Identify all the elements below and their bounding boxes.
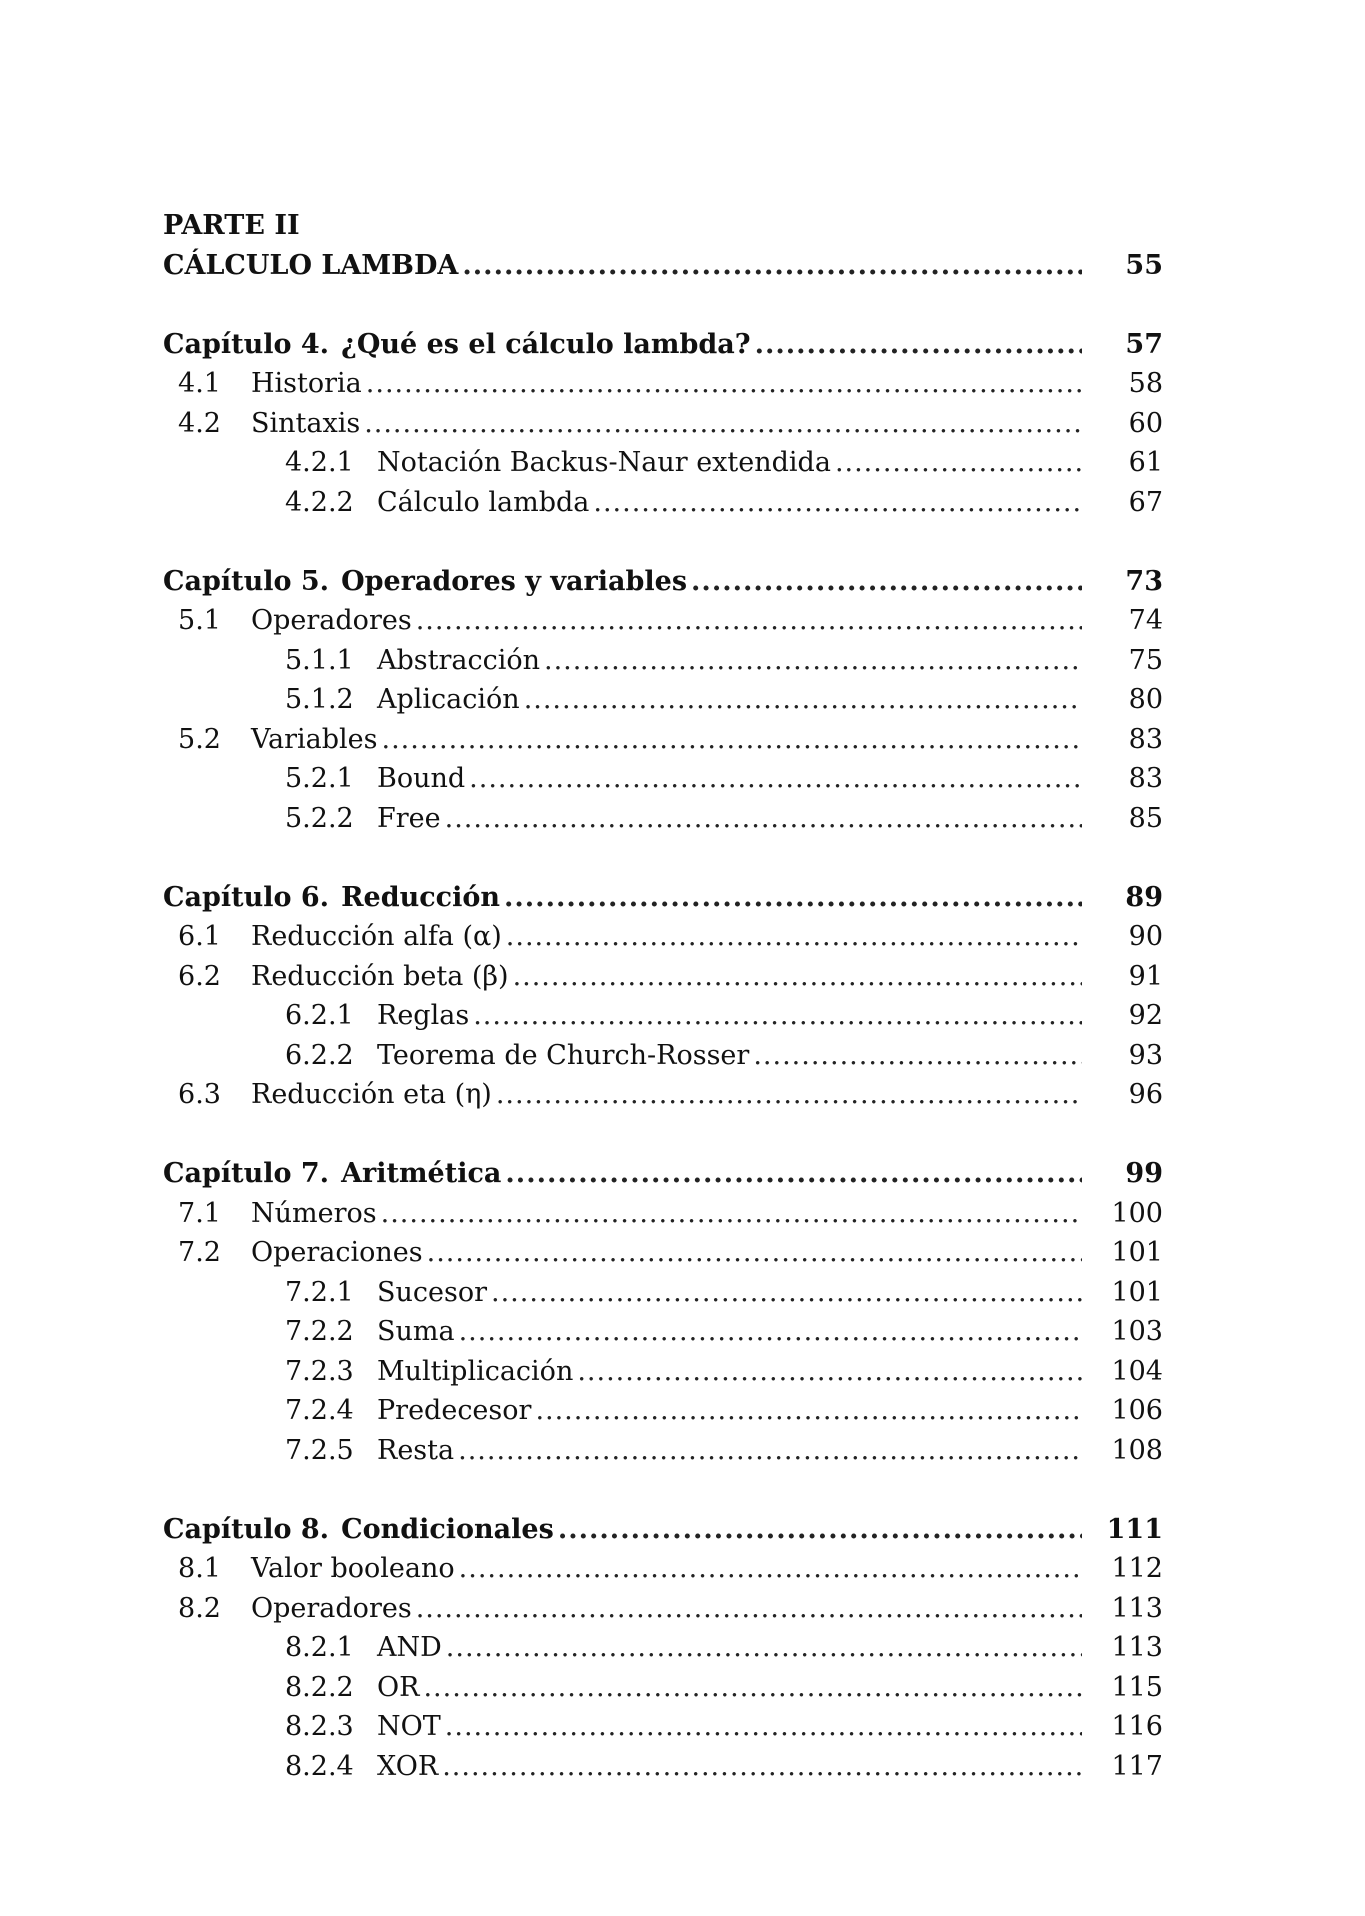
chapter-spacer bbox=[163, 522, 1163, 562]
dot-leader bbox=[558, 1510, 1082, 1550]
page-number: 91 bbox=[1128, 960, 1163, 992]
page-number: 111 bbox=[1106, 1513, 1163, 1545]
dot-leader bbox=[459, 1549, 1082, 1589]
chapter-entry[interactable] bbox=[163, 562, 1163, 602]
dot-leader bbox=[504, 878, 1082, 918]
subsection-entry[interactable] bbox=[163, 1036, 1163, 1076]
section-number: 5.2.1 bbox=[285, 763, 354, 794]
subsection-entry[interactable] bbox=[163, 1312, 1163, 1352]
dot-leader bbox=[513, 957, 1082, 997]
subsection-entry[interactable] bbox=[163, 1352, 1163, 1392]
section-number: 5.2.2 bbox=[285, 802, 354, 834]
page-number: 55 bbox=[1125, 249, 1163, 281]
chapter-number: Capítulo 7. bbox=[163, 1158, 330, 1189]
page-number: 101 bbox=[1111, 1276, 1163, 1308]
page-number: 58 bbox=[1128, 368, 1163, 399]
dot-leader bbox=[445, 1707, 1082, 1747]
chapter-title: Reducción bbox=[341, 881, 500, 913]
section-number: 8.2.2 bbox=[285, 1671, 354, 1703]
page-number: 104 bbox=[1111, 1355, 1163, 1387]
chapter-number: Capítulo 8. bbox=[163, 1513, 330, 1545]
dot-leader bbox=[445, 799, 1082, 839]
section-number: 8.2.1 bbox=[285, 1632, 354, 1663]
subsection-entry[interactable] bbox=[163, 1668, 1163, 1708]
page-number: 100 bbox=[1111, 1197, 1163, 1229]
section-title: Notación Backus-Naur extendida bbox=[377, 447, 831, 478]
section-title: Teorema de Church-Rosser bbox=[377, 1039, 750, 1071]
section-number: 7.1 bbox=[178, 1197, 221, 1229]
chapter-number: Capítulo 4. bbox=[163, 328, 330, 360]
section-title: Valor booleano bbox=[251, 1553, 455, 1584]
dot-leader bbox=[469, 759, 1082, 799]
section-number: 7.2.1 bbox=[285, 1276, 354, 1308]
section-entry[interactable] bbox=[163, 1549, 1163, 1589]
dot-leader bbox=[593, 483, 1082, 523]
section-title: Bound bbox=[377, 763, 466, 794]
section-title: Reducción beta (β) bbox=[251, 960, 509, 992]
section-title: Multiplicación bbox=[377, 1355, 574, 1387]
section-number: 4.2.2 bbox=[285, 486, 354, 518]
section-number: 7.2.4 bbox=[285, 1395, 354, 1426]
section-number: 4.1 bbox=[178, 368, 221, 399]
page-number: 116 bbox=[1111, 1711, 1163, 1742]
section-number: 6.2.2 bbox=[285, 1039, 354, 1071]
section-title: Reglas bbox=[377, 1000, 470, 1031]
subsection-entry[interactable] bbox=[163, 1431, 1163, 1471]
section-number: 7.2.3 bbox=[285, 1355, 354, 1387]
dot-leader bbox=[535, 1391, 1082, 1431]
section-entry[interactable] bbox=[163, 1233, 1163, 1273]
chapter-spacer bbox=[163, 285, 1163, 325]
dot-leader bbox=[505, 1154, 1082, 1194]
subsection-entry[interactable] bbox=[163, 483, 1163, 523]
dot-leader bbox=[691, 562, 1082, 602]
section-number: 4.2.1 bbox=[285, 447, 354, 478]
section-number: 5.2 bbox=[178, 723, 221, 755]
chapter-entry[interactable] bbox=[163, 1154, 1163, 1194]
section-number: 8.1 bbox=[178, 1553, 221, 1584]
page-number: 61 bbox=[1128, 447, 1163, 478]
section-number: 8.2.3 bbox=[285, 1711, 354, 1742]
section-title: AND bbox=[377, 1632, 442, 1663]
dot-leader bbox=[473, 996, 1082, 1036]
section-number: 5.1 bbox=[178, 605, 221, 636]
dot-leader bbox=[423, 1668, 1082, 1708]
section-entry[interactable] bbox=[163, 1194, 1163, 1234]
section-number: 6.3 bbox=[178, 1079, 221, 1110]
section-title: Aplicación bbox=[377, 684, 520, 715]
page-number: 67 bbox=[1128, 486, 1163, 518]
page-number: 83 bbox=[1128, 723, 1163, 755]
section-entry[interactable] bbox=[163, 404, 1163, 444]
section-entry[interactable] bbox=[163, 364, 1163, 404]
dot-leader bbox=[462, 246, 1082, 286]
chapter-entry[interactable] bbox=[163, 878, 1163, 918]
dot-leader bbox=[755, 325, 1082, 365]
part-title: CÁLCULO LAMBDA bbox=[163, 246, 462, 286]
dot-leader bbox=[416, 1589, 1082, 1629]
table-of-contents bbox=[163, 206, 1163, 1786]
dot-leader bbox=[753, 1036, 1082, 1076]
page-number: 83 bbox=[1128, 763, 1163, 794]
chapter-spacer bbox=[163, 1115, 1163, 1155]
page-number: 108 bbox=[1111, 1434, 1163, 1466]
section-title: Variables bbox=[251, 723, 378, 755]
dot-leader bbox=[442, 1747, 1082, 1787]
dot-leader bbox=[496, 1075, 1082, 1115]
subsection-entry[interactable] bbox=[163, 1707, 1163, 1747]
chapter-title: Aritmética bbox=[341, 1158, 502, 1189]
section-title: Operaciones bbox=[251, 1237, 423, 1268]
page-number: 57 bbox=[1125, 328, 1163, 360]
section-number: 6.1 bbox=[178, 921, 221, 952]
page-number: 74 bbox=[1128, 605, 1163, 636]
dot-leader bbox=[416, 601, 1082, 641]
dot-leader bbox=[577, 1352, 1082, 1392]
dot-leader bbox=[459, 1312, 1082, 1352]
section-number: 8.2 bbox=[178, 1592, 221, 1624]
section-number: 4.2 bbox=[178, 407, 221, 439]
dot-leader bbox=[506, 917, 1082, 957]
chapter-spacer bbox=[163, 838, 1163, 878]
page-number: 92 bbox=[1128, 1000, 1163, 1031]
dot-leader bbox=[366, 364, 1082, 404]
part-title-entry[interactable] bbox=[163, 246, 1163, 286]
section-title: OR bbox=[377, 1671, 420, 1703]
dot-leader bbox=[381, 1194, 1082, 1234]
dot-leader bbox=[835, 443, 1082, 483]
section-entry[interactable] bbox=[163, 957, 1163, 997]
chapter-number: Capítulo 5. bbox=[163, 565, 330, 597]
subsection-entry[interactable] bbox=[163, 641, 1163, 681]
subsection-entry[interactable] bbox=[163, 996, 1163, 1036]
page-number: 96 bbox=[1128, 1079, 1163, 1110]
section-title: Reducción alfa (α) bbox=[251, 921, 502, 952]
subsection-entry[interactable] bbox=[163, 1273, 1163, 1313]
chapter-title: Operadores y variables bbox=[341, 565, 688, 597]
section-entry[interactable] bbox=[163, 601, 1163, 641]
section-title: Abstracción bbox=[377, 644, 541, 676]
page-number: 112 bbox=[1111, 1553, 1163, 1584]
chapter-title: Condicionales bbox=[341, 1513, 554, 1545]
page-number: 113 bbox=[1111, 1632, 1163, 1663]
subsection-entry[interactable] bbox=[163, 443, 1163, 483]
page-number: 103 bbox=[1111, 1316, 1163, 1347]
section-title: Sintaxis bbox=[251, 407, 361, 439]
chapter-title: ¿Qué es el cálculo lambda? bbox=[341, 328, 751, 360]
dot-leader bbox=[544, 641, 1082, 681]
section-title: Free bbox=[377, 802, 441, 834]
subsection-entry[interactable] bbox=[163, 799, 1163, 839]
subsection-entry[interactable] bbox=[163, 1391, 1163, 1431]
section-title: Historia bbox=[251, 368, 362, 399]
page-number: 93 bbox=[1128, 1039, 1163, 1071]
section-number: 5.1.2 bbox=[285, 684, 354, 715]
section-number: 7.2.2 bbox=[285, 1316, 354, 1347]
section-entry[interactable] bbox=[163, 1075, 1163, 1115]
section-title: Resta bbox=[377, 1434, 455, 1466]
page-number: 73 bbox=[1125, 565, 1163, 597]
dot-leader bbox=[491, 1273, 1082, 1313]
page-number: 101 bbox=[1111, 1237, 1163, 1268]
page-number: 60 bbox=[1128, 407, 1163, 439]
dot-leader bbox=[364, 404, 1082, 444]
section-entry[interactable] bbox=[163, 917, 1163, 957]
dot-leader bbox=[524, 680, 1082, 720]
section-entry[interactable] bbox=[163, 1589, 1163, 1629]
chapter-list bbox=[163, 285, 1163, 1786]
page-number: 85 bbox=[1128, 802, 1163, 834]
subsection-entry[interactable] bbox=[163, 680, 1163, 720]
section-title: Números bbox=[251, 1197, 377, 1229]
chapter-number: Capítulo 6. bbox=[163, 881, 330, 913]
section-title: Cálculo lambda bbox=[377, 486, 590, 518]
section-number: 6.2.1 bbox=[285, 1000, 354, 1031]
page-number: 75 bbox=[1128, 644, 1163, 676]
section-entry[interactable] bbox=[163, 720, 1163, 760]
section-title: XOR bbox=[377, 1750, 439, 1782]
page-number: 99 bbox=[1125, 1158, 1163, 1189]
part-label: PARTE II bbox=[163, 210, 300, 241]
page-number: 113 bbox=[1111, 1592, 1163, 1624]
section-title: Operadores bbox=[251, 605, 412, 636]
page-number: 117 bbox=[1111, 1750, 1163, 1782]
dot-leader bbox=[446, 1628, 1082, 1668]
section-title: Operadores bbox=[251, 1592, 412, 1624]
section-title: Predecesor bbox=[377, 1395, 532, 1426]
page-number: 80 bbox=[1128, 684, 1163, 715]
section-number: 6.2 bbox=[178, 960, 221, 992]
page-number: 115 bbox=[1111, 1671, 1163, 1703]
subsection-entry[interactable] bbox=[163, 759, 1163, 799]
page-number: 106 bbox=[1111, 1395, 1163, 1426]
dot-leader bbox=[458, 1431, 1082, 1471]
section-title: Sucesor bbox=[377, 1276, 488, 1308]
subsection-entry[interactable] bbox=[163, 1628, 1163, 1668]
section-title: NOT bbox=[377, 1711, 441, 1742]
section-number: 8.2.4 bbox=[285, 1750, 354, 1782]
chapter-spacer bbox=[163, 1470, 1163, 1510]
section-number: 7.2.5 bbox=[285, 1434, 354, 1466]
chapter-entry[interactable] bbox=[163, 1510, 1163, 1550]
section-number: 7.2 bbox=[178, 1237, 221, 1268]
section-number: 5.1.1 bbox=[285, 644, 354, 676]
chapter-entry[interactable] bbox=[163, 325, 1163, 365]
dot-leader bbox=[382, 720, 1082, 760]
dot-leader bbox=[427, 1233, 1082, 1273]
section-title: Reducción eta (η) bbox=[251, 1079, 492, 1110]
section-title: Suma bbox=[377, 1316, 455, 1347]
page-number: 89 bbox=[1125, 881, 1163, 913]
subsection-entry[interactable] bbox=[163, 1747, 1163, 1787]
page-number: 90 bbox=[1128, 921, 1163, 952]
